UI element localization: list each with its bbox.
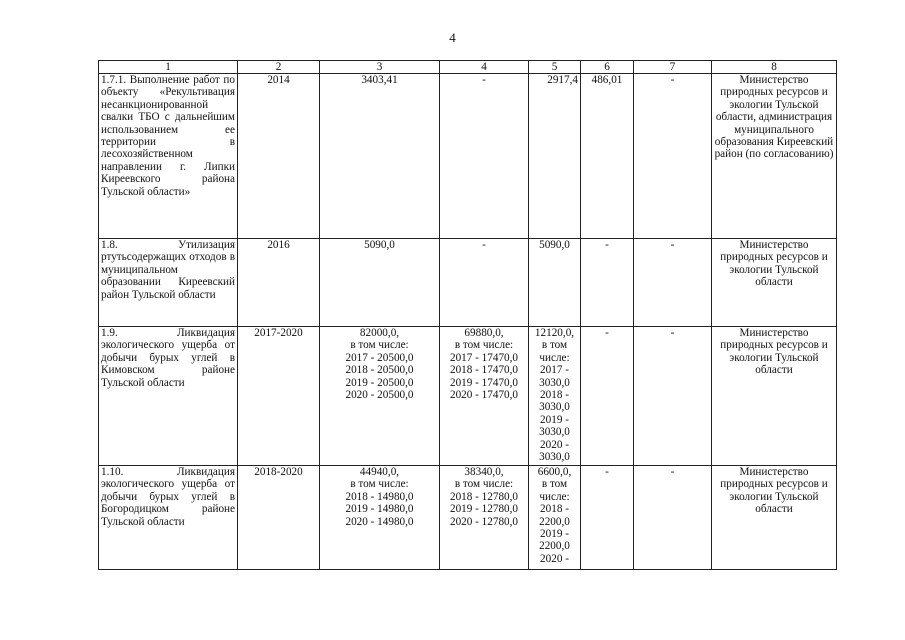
- header-cell: 7: [634, 61, 712, 74]
- regional-line: 2020 -: [540, 552, 569, 565]
- local-cell: 486,01: [581, 74, 634, 239]
- regional-line: в том: [541, 478, 568, 491]
- total-cell: [320, 74, 440, 239]
- regional-line: в том: [541, 339, 568, 352]
- period-cell: 2018-2020: [238, 466, 320, 570]
- regional-line: числе:: [539, 351, 570, 364]
- executor-cell: Министерство природных ресурсов и экологии Тульской области, администрация муниципального образования Киреевский район (по согласованию): [712, 74, 837, 239]
- federal-line: -: [482, 74, 486, 86]
- total-line: 2017 - 20500,0: [345, 351, 414, 364]
- local-cell: -: [581, 239, 634, 327]
- total-line: 2020 - 14980,0: [345, 515, 414, 528]
- header-cell: 6: [581, 61, 634, 74]
- page-number: 4: [449, 30, 456, 45]
- federal-line: -: [482, 239, 486, 251]
- regional-line: 2018 -: [540, 503, 569, 516]
- regional-line: 12120,0,: [534, 327, 575, 339]
- total-cell: [320, 239, 440, 327]
- total-cell: [320, 466, 440, 570]
- regional-line: числе:: [539, 490, 570, 503]
- total-line: 82000,0,: [359, 327, 400, 339]
- federal-line: 2019 - 12780,0: [449, 503, 519, 516]
- period-cell: 2016: [238, 239, 320, 327]
- total-line: 5090,0: [364, 239, 395, 251]
- total-line: 2018 - 20500,0: [345, 364, 414, 377]
- total-line: 3403,41: [361, 74, 398, 86]
- local-cell: -: [581, 466, 634, 570]
- table-row: [99, 74, 837, 239]
- federal-cell: [440, 466, 529, 570]
- regional-line: 2018 -: [540, 389, 569, 402]
- total-line: 2019 - 14980,0: [345, 503, 414, 516]
- total-line: 44940,0,: [359, 466, 400, 478]
- extra-cell: -: [634, 327, 712, 466]
- regional-line: 6600,0,: [537, 466, 572, 478]
- period-cell: 2017-2020: [238, 327, 320, 466]
- regional-line: 3030,0: [539, 376, 570, 389]
- regional-cell: [529, 74, 581, 239]
- federal-cell: [440, 74, 529, 239]
- total-line: 2019 - 20500,0: [345, 376, 414, 389]
- regional-line: 3030,0: [539, 426, 570, 439]
- measure-name: 1.9. Ликвидация экологического ущерба от добычи бурых углей в Кимовском районе Тульской области: [99, 327, 238, 466]
- regional-cell: [529, 239, 581, 327]
- regional-line: 2020 -: [540, 438, 569, 451]
- total-line: 2018 - 14980,0: [345, 490, 414, 503]
- federal-cell: [440, 239, 529, 327]
- regional-line: 3030,0: [539, 451, 570, 464]
- executor-cell: Министерство природных ресурсов и экологии Тульской области: [712, 466, 837, 570]
- header-cell: 2: [238, 61, 320, 74]
- period-cell: 2014: [238, 74, 320, 239]
- federal-line: 2017 - 17470,0: [449, 351, 519, 364]
- table-row: [99, 466, 837, 570]
- header-cell: 8: [712, 61, 837, 74]
- header-cell: 3: [320, 61, 440, 74]
- header-cell: 1: [99, 61, 238, 74]
- regional-line: 2917,4: [547, 74, 578, 86]
- regional-cell: [529, 466, 581, 570]
- regional-line: 2019 -: [540, 528, 569, 541]
- total-cell: [320, 327, 440, 466]
- federal-line: в том числе:: [454, 478, 514, 491]
- measure-name: 1.10. Ликвидация экологического ущерба от добычи бурых углей в Богородицком районе Тульской области: [99, 466, 238, 570]
- extra-cell: -: [634, 239, 712, 327]
- federal-line: 2020 - 12780,0: [449, 515, 519, 528]
- measure-name: 1.8. Утилизация ртутьсодержащих отходов в муниципальном образовании Киреевский район Тульской области: [99, 239, 238, 327]
- federal-line: 2018 - 17470,0: [449, 364, 519, 377]
- regional-line: 2017 -: [540, 364, 569, 377]
- header-cell: 5: [529, 61, 581, 74]
- total-line: в том числе:: [350, 478, 409, 491]
- executor-cell: Министерство природных ресурсов и экологии Тульской области: [712, 239, 837, 327]
- regional-line: 5090,0: [539, 239, 570, 251]
- federal-line: 69880,0,: [464, 327, 504, 339]
- regional-cell: [529, 327, 581, 466]
- measure-name: 1.7.1. Выполнение работ по объекту «Рекультивация несанкционированной свалки ТБО с дальнейшим использованием ее территории в лесохозяйственном направлении г. Липки Киреевского района Тульской области»: [99, 74, 238, 239]
- federal-line: 2019 - 17470,0: [449, 376, 519, 389]
- table-row: [99, 327, 837, 466]
- local-cell: -: [581, 327, 634, 466]
- total-line: в том числе:: [350, 339, 409, 352]
- regional-line: 2200,0: [539, 515, 570, 528]
- total-line: 2020 - 20500,0: [345, 389, 414, 402]
- extra-cell: -: [634, 74, 712, 239]
- header-cell: 4: [440, 61, 529, 74]
- program-table: [98, 60, 837, 570]
- federal-line: 2020 - 17470,0: [449, 389, 519, 402]
- regional-line: 2019 -: [540, 413, 569, 426]
- federal-line: 2018 - 12780,0: [449, 490, 519, 503]
- table-row: [99, 239, 837, 327]
- federal-cell: [440, 327, 529, 466]
- regional-line: 2200,0: [539, 540, 570, 553]
- header-row: [99, 61, 837, 74]
- federal-line: 38340,0,: [464, 466, 504, 478]
- executor-cell: Министерство природных ресурсов и экологии Тульской области: [712, 327, 837, 466]
- extra-cell: -: [634, 466, 712, 570]
- federal-line: в том числе:: [454, 339, 514, 352]
- regional-line: 3030,0: [539, 401, 570, 414]
